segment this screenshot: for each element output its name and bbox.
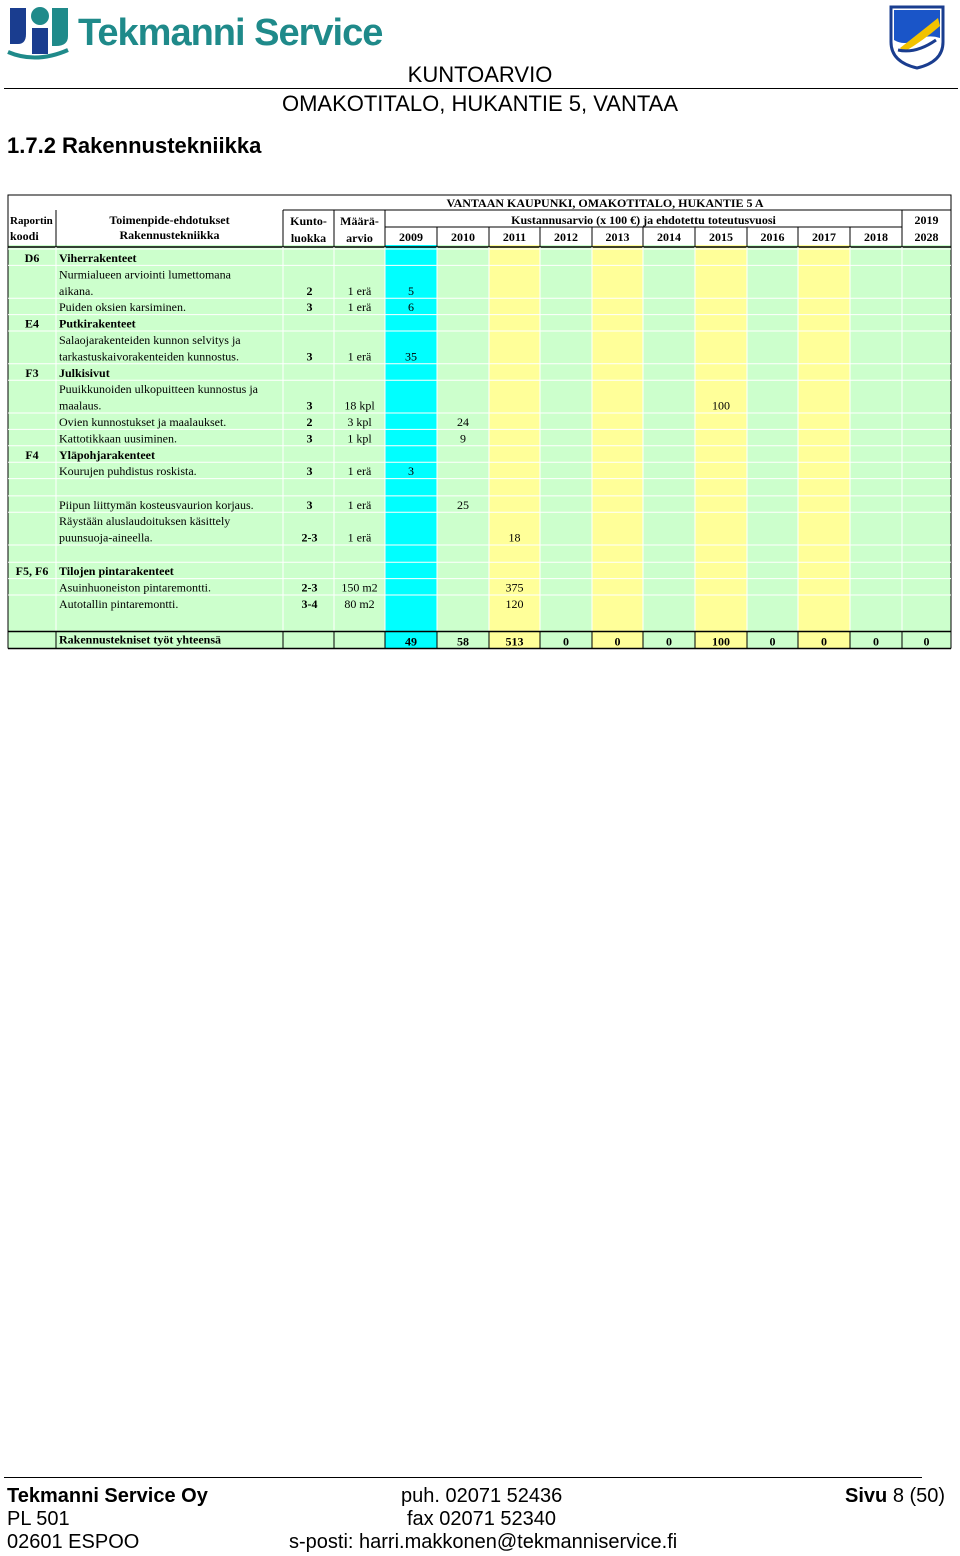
footer-page: [845, 1485, 945, 1508]
row-quantity: 1 erä: [347, 497, 372, 512]
logo-wordmark: Tekmanni Service: [78, 12, 383, 54]
col-cond-header-2: luokka: [290, 231, 327, 245]
footer-city: 02601 ESPOO: [7, 1531, 140, 1553]
total-value: 0: [873, 634, 879, 649]
total-value: 0: [614, 634, 621, 649]
row-cost: 24: [457, 415, 469, 429]
row-text: aikana.: [59, 283, 94, 298]
row-condition: 3: [306, 431, 313, 446]
company-logo: [6, 4, 383, 62]
row-quantity: 18 kpl: [344, 398, 375, 413]
row-text: Tilojen pintarakenteet: [59, 564, 174, 579]
footer-rule: [4, 1477, 922, 1478]
row-condition: 3: [306, 398, 313, 413]
year-header-2016: 2016: [760, 230, 785, 244]
row-cost: 9: [460, 431, 466, 446]
row-text: Puiden oksien karsiminen.: [59, 300, 186, 315]
row-text: tarkastuskaivorakenteiden kunnostus.: [59, 349, 239, 364]
row-cost: 100: [712, 398, 730, 413]
row-text: Autotallin pintaremontti.: [59, 597, 179, 612]
doc-subtitle: OMAKOTITALO, HUKANTIE 5, VANTAA: [281, 91, 679, 116]
row-code: F4: [25, 447, 39, 462]
col-action-header-2: Rakennustekniikka: [119, 228, 220, 242]
row-text: Kattotikkaan uusiminen.: [59, 431, 177, 446]
year-col-bg: [540, 245, 592, 648]
row-cost: 5: [408, 283, 414, 298]
year-col-bg: [592, 245, 643, 648]
row-text: Puuikkunoiden ulkopuitteen kunnostus ja: [59, 382, 258, 397]
row-quantity: 1 erä: [347, 300, 372, 315]
col-code-header-2: koodi: [10, 229, 39, 243]
row-quantity: 3 kpl: [347, 415, 372, 429]
row-condition: 3: [306, 497, 313, 512]
row-text: maalaus.: [59, 398, 102, 413]
row-text: Kourujen puhdistus roskista.: [59, 464, 197, 479]
row-cost: 25: [457, 497, 469, 512]
cost-header: Kustannusarvio (x 100 €) ja ehdotettu toteutusvuosi: [511, 213, 776, 227]
row-condition: 3-4: [301, 597, 318, 612]
row-cost: 3: [408, 464, 414, 479]
footer-email: s-posti: harri.makkonen@tekmanniservice.fi: [289, 1531, 678, 1553]
footer-company: Tekmanni Service Oy: [7, 1485, 208, 1507]
row-text: Yläpohjarakenteet: [59, 447, 155, 462]
row-text: Räystään aluslaudoituksen käsittely: [59, 514, 231, 529]
total-value: 0: [923, 634, 930, 649]
row-text: Putkirakenteet: [59, 316, 136, 331]
year-header-2009: 2009: [399, 230, 423, 244]
total-value: 58: [457, 634, 469, 649]
row-cost: 375: [505, 580, 524, 595]
header-rule: [4, 88, 958, 89]
year-header-2010: 2010: [451, 230, 475, 244]
year-header-2015: 2015: [709, 230, 733, 244]
footer-page-label: Sivu: [845, 1485, 888, 1507]
year-col-bg: [850, 245, 902, 648]
row-text: Viherrakenteet: [59, 251, 137, 265]
row-condition: 3: [306, 349, 313, 364]
year-2019-bg: [902, 245, 951, 648]
row-condition: 2-3: [301, 580, 318, 595]
col-cond-header-1: Kunto-: [290, 214, 327, 228]
year-header-2018: 2018: [864, 230, 888, 244]
row-text: puunsuoja-aineella.: [59, 530, 153, 545]
row-condition: 2: [306, 283, 313, 298]
footer-fax: fax 02071 52340: [407, 1508, 557, 1530]
footer-po-box: PL 501: [7, 1508, 70, 1530]
year-header-2012: 2012: [554, 230, 578, 244]
col-action-header-1: Toimenpide-ehdotukset: [109, 213, 230, 227]
col-qty-header-2: arvio: [346, 231, 373, 245]
row-text: Salaojarakenteiden kunnon selvitys ja: [59, 333, 241, 347]
year-col-bg: [437, 245, 489, 648]
table-caption: VANTAAN KAUPUNKI, OMAKOTITALO, HUKANTIE 5 A: [446, 196, 764, 210]
row-text: Ovien kunnostukset ja maalaukset.: [59, 415, 227, 429]
cost-table: [0, 190, 960, 653]
row-quantity: 1 kpl: [347, 431, 372, 446]
row-cost: 120: [505, 597, 524, 612]
coat-of-arms-icon: [888, 4, 946, 70]
row-cost: 35: [405, 349, 417, 364]
year-col-bg: [798, 245, 850, 648]
row-quantity: 1 erä: [347, 464, 372, 479]
row-cost: 18: [508, 530, 521, 545]
col-qty-header-1: Määrä-: [340, 214, 379, 228]
year-header-2013: 2013: [605, 230, 630, 244]
year-col-bg: [643, 245, 695, 648]
total-value: 0: [821, 634, 827, 649]
total-value: 0: [666, 634, 672, 649]
year-col-bg: [747, 245, 798, 648]
logo-mark-icon: [6, 4, 70, 62]
row-condition: 2: [306, 415, 313, 429]
total-value: 100: [712, 634, 730, 649]
footer-phone: puh. 02071 52436: [401, 1485, 563, 1507]
footer-page-value: 8 (50): [892, 1485, 946, 1507]
section-title: 1.7.2 Rakennustekniikka: [7, 133, 262, 158]
year-header-2011: 2011: [502, 230, 527, 244]
row-code: F3: [25, 365, 39, 380]
row-quantity: 1 erä: [347, 349, 372, 364]
row-condition: 3: [306, 464, 313, 479]
row-text: Piipun liittymän kosteusvaurion korjaus.: [59, 497, 254, 512]
row-quantity: 1 erä: [347, 283, 372, 298]
total-value: 0: [563, 634, 569, 649]
row-quantity: 1 erä: [347, 530, 372, 545]
year-header-2017: 2017: [812, 230, 836, 244]
row-quantity: 150 m2: [341, 580, 378, 595]
row-quantity: 80 m2: [344, 597, 375, 612]
row-cost: 6: [408, 300, 414, 315]
totals-label: Rakennustekniset työt yhteensä: [59, 632, 222, 647]
row-code: F5, F6: [15, 564, 49, 579]
total-value: 49: [405, 634, 417, 649]
row-condition: 3: [306, 300, 313, 315]
row-code: E4: [24, 316, 40, 331]
total-value: 513: [505, 634, 524, 649]
year-header-last-1: 2019: [914, 213, 939, 227]
row-text: Asuinhuoneiston pintaremontti.: [59, 580, 211, 595]
year-col-bg: [695, 245, 747, 648]
row-text: Julkisivut: [59, 365, 110, 380]
row-condition: 2-3: [301, 530, 318, 545]
doc-title: KUNTOARVIO: [407, 62, 553, 87]
col-code-header-1: Raportin: [10, 215, 53, 227]
year-header-2014: 2014: [657, 230, 681, 244]
row-text: Nurmialueen arviointi lumettomana: [59, 267, 231, 282]
total-value: 0: [769, 634, 776, 649]
row-code: D6: [24, 251, 40, 265]
year-header-last-2: 2028: [914, 230, 939, 244]
